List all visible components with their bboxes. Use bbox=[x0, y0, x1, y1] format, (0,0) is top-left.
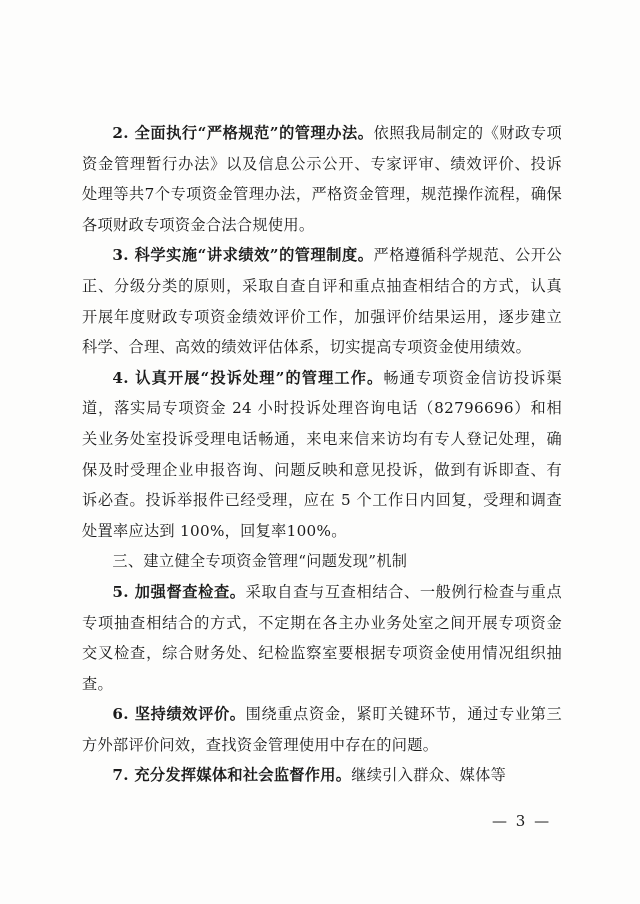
paragraph-2-lead: 2. 全面执行“严格规范”的管理办法。 bbox=[112, 124, 374, 142]
paragraph-2-text: 依照我局制定的《财政专项资金管理暂行办法》以及信息公示公开、专家评审、绩效评价、投诉处理等共7个专项资金管理办法，严格资金管理，规范操作流程，确保各项财政专项资金合法合规使用。 bbox=[82, 124, 562, 234]
paragraph-5 bbox=[82, 577, 562, 699]
paragraph-7-text: 继续引入群众、媒体等 bbox=[351, 766, 507, 785]
paragraph-4-lead: 4. 认真开展“投诉处理”的管理工作。 bbox=[112, 368, 384, 387]
paragraph-6-text: 围绕重点资金，紧盯关键环节，通过专业第三方外部评价问效，查找资金管理使用中存在的问题。 bbox=[82, 705, 562, 754]
paragraph-6 bbox=[82, 699, 562, 760]
document-body bbox=[82, 118, 562, 791]
section-heading: 三、建立健全专项资金管理“问题发现”机制 bbox=[112, 552, 408, 571]
paragraph-3 bbox=[82, 240, 562, 362]
paragraph-3-lead: 3. 科学实施“讲求绩效”的管理制度。 bbox=[112, 246, 374, 265]
paragraph-4-text: 畅通专项资金信访投诉渠道，落实局专项资金 24 小时投诉处理咨询电话（82796696）和相关业务处室投诉受理电话畅通，来电来信来访均有专人登记处理，确保及时受理企业申报咨询、问题反映和意见投诉，做到有诉即查、有诉必查。投诉举报件已经受理，应在 5 个工作日内回复，受理和调查处置率应达到 100%，回复率100%。 bbox=[82, 368, 562, 540]
page-number: — 3 — bbox=[492, 812, 552, 830]
paragraph-7-lead: 7. 充分发挥媒体和社会监督作用。 bbox=[112, 766, 352, 785]
paragraph-3-text: 严格遵循科学规范、公开公正、分级分类的原则，采取自查自评和重点抽查相结合的方式，认真开展年度财政专项资金绩效评价工作，加强评价结果运用，逐步建立科学、合理、高效的绩效评估体系，切实提高专项资金使用绩效。 bbox=[82, 246, 562, 357]
paragraph-4 bbox=[82, 363, 562, 547]
paragraph-5-text: 采取自查与互查相结合、一般例行检查与重点专项抽查相结合的方式，不定期在各主办业务处室之间开展专项资金交叉检查，综合财务处、纪检监察室要根据专项资金使用情况组织抽查。 bbox=[82, 582, 562, 693]
paragraph-7 bbox=[82, 760, 562, 791]
paragraph-5-lead: 5. 加强督查检查。 bbox=[112, 582, 246, 601]
paragraph-6-lead: 6. 坚持绩效评价。 bbox=[112, 705, 246, 724]
paragraph-2 bbox=[82, 118, 562, 240]
